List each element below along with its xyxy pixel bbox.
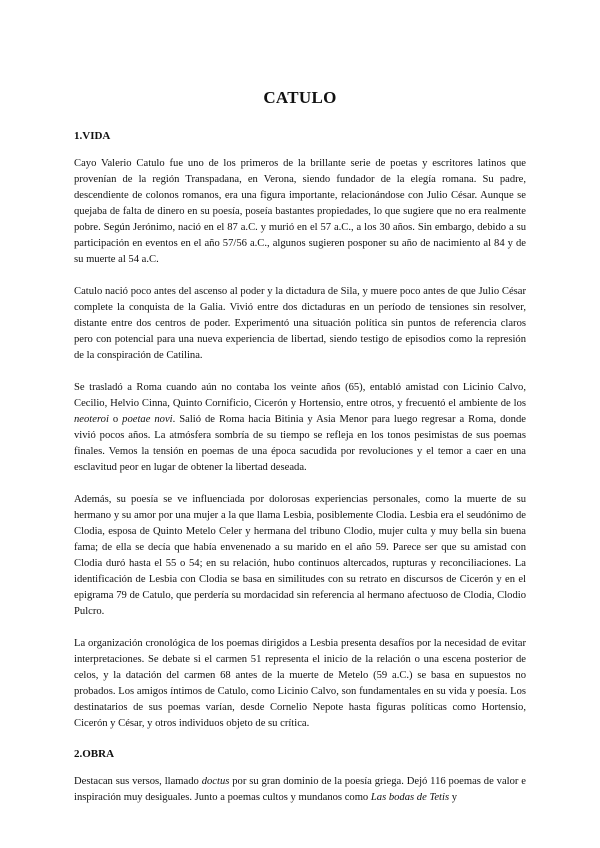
paragraph-3: [74, 380, 526, 476]
section-heading-obra: 2.OBRA: [74, 748, 115, 760]
document-body: [74, 88, 526, 806]
paragraph-3-text-a: Se trasladó a Roma cuando aún no contaba los veinte años (65), entabló amistad con Licinio Calvo, Cecilio, Helvio Cinna, Quinto Cornificio, Cicerón y Hortensio, entre otros, y frecuentó el ambiente de los: [74, 382, 526, 409]
paragraph-6: [74, 774, 526, 806]
term-neoteroi: neoteroi: [74, 414, 109, 425]
paragraph-6-text-a: Destacan sus versos, llamado: [74, 776, 202, 787]
paragraph-2: Catulo nació poco antes del ascenso al poder y la dictadura de Sila, y muere poco antes de que Julio César complete la conquista de la Galia. Vivió entre dos dictaduras en un período de tensiones sin resolver, distante entre dos centros de poder. Experimentó una situación política sin puntos de referencia claros pero con potencial para una nueva experiencia de libertad, siendo testigo de episodios como la represión de la conspiración de Catilina.: [74, 286, 526, 361]
paragraph-3-text-c: . Salió de Roma hacia Bitinia y Asia Menor para luego regresar a Roma, donde vivió pocos años. La atmósfera sombría de su tiempo se refleja en los tonos pesimistas de sus poemas finales. Vemos la tensión en poemas de una época sacudida por revoluciones y el temor a caer en una esclavitud peor en lugar de obtener la libertad deseada.: [74, 414, 526, 473]
page-title: CATULO: [263, 88, 337, 107]
section-heading-vida: 1.VIDA: [74, 130, 111, 142]
paragraph-5: La organización cronológica de los poemas dirigidos a Lesbia presenta desafíos por la necesidad de evitar interpretaciones. Se debate si el carmen 51 representa el inicio de la relación o una escena posterior de celos, y la datación del carmen 68 antes de la muerte de Metelo (59 a.C.) se basa en supuestos no probados. Los amigos íntimos de Catulo, como Licinio Calvo, son fundamentales en su vida y poesía. Los destinatarios de sus poemas varían, desde Cornelio Nepote hasta figuras políticas como Hortensio, Cicerón y César, y otros individuos objeto de su crítica.: [74, 638, 526, 729]
paragraph-1: Cayo Valerio Catulo fue uno de los primeros de la brillante serie de poetas y escritores latinos que provenían de la región Transpadana, en Verona, siendo fundador de la elegía romana. Su padre, descendiente de colonos romanos, era una figura importante, relacionándose con Julio César. Aunque se quejaba de falta de dinero en su poesía, poseía bastantes propiedades, lo que sugiere que no era realmente pobre. Según Jerónimo, nació en el 87 a.C. y murió en el 57 a.C., a los 30 años. Sin embargo, debido a su participación en eventos en el año 57/56 a.C., algunos sugieren posponer su año de nacimiento al 84 y de su muerte al 54 a.C.: [74, 158, 526, 265]
work-title-bodas-de-tetis: Las bodas de Tetis: [370, 792, 450, 803]
term-poetae-novi: poetae novi: [122, 414, 173, 425]
paragraph-4: Además, su poesía se ve influenciada por dolorosas experiencias personales, como la muerte de su hermano y su amor por una mujer a la que llama Lesbia, posiblemente Clodia. Lesbia era el seudónimo de Clodia, esposa de Quinto Metelo Celer y hermana del tribuno Clodio, mujer culta y muy bella sin buena fama; de ella se decía que había envenenado a su marido en el año 59. Parece ser que su amistad con Clodia duró hasta el 55 o 54; en su relación, hubo continuos altercados, rupturas y reconciliaciones. La identificación de Lesbia con Clodia se basa en similitudes con su retrato en discursos de Cicerón y en el epigrama 79 de Catulo, que perdería su mordacidad sin referencia al hermano afectuoso de Clodia, Clodio Pulcro.: [74, 494, 526, 617]
paragraph-6-text-b: por su gran dominio de la poesía griega. Dejó 116 poemas de valor e inspiración muy desiguales. Junto a poemas cultos y mundanos como: [74, 776, 526, 803]
term-doctus: doctus: [201, 776, 230, 787]
paragraph-3-text-b: o: [108, 414, 123, 425]
paragraph-6-text-c: y: [449, 792, 458, 803]
